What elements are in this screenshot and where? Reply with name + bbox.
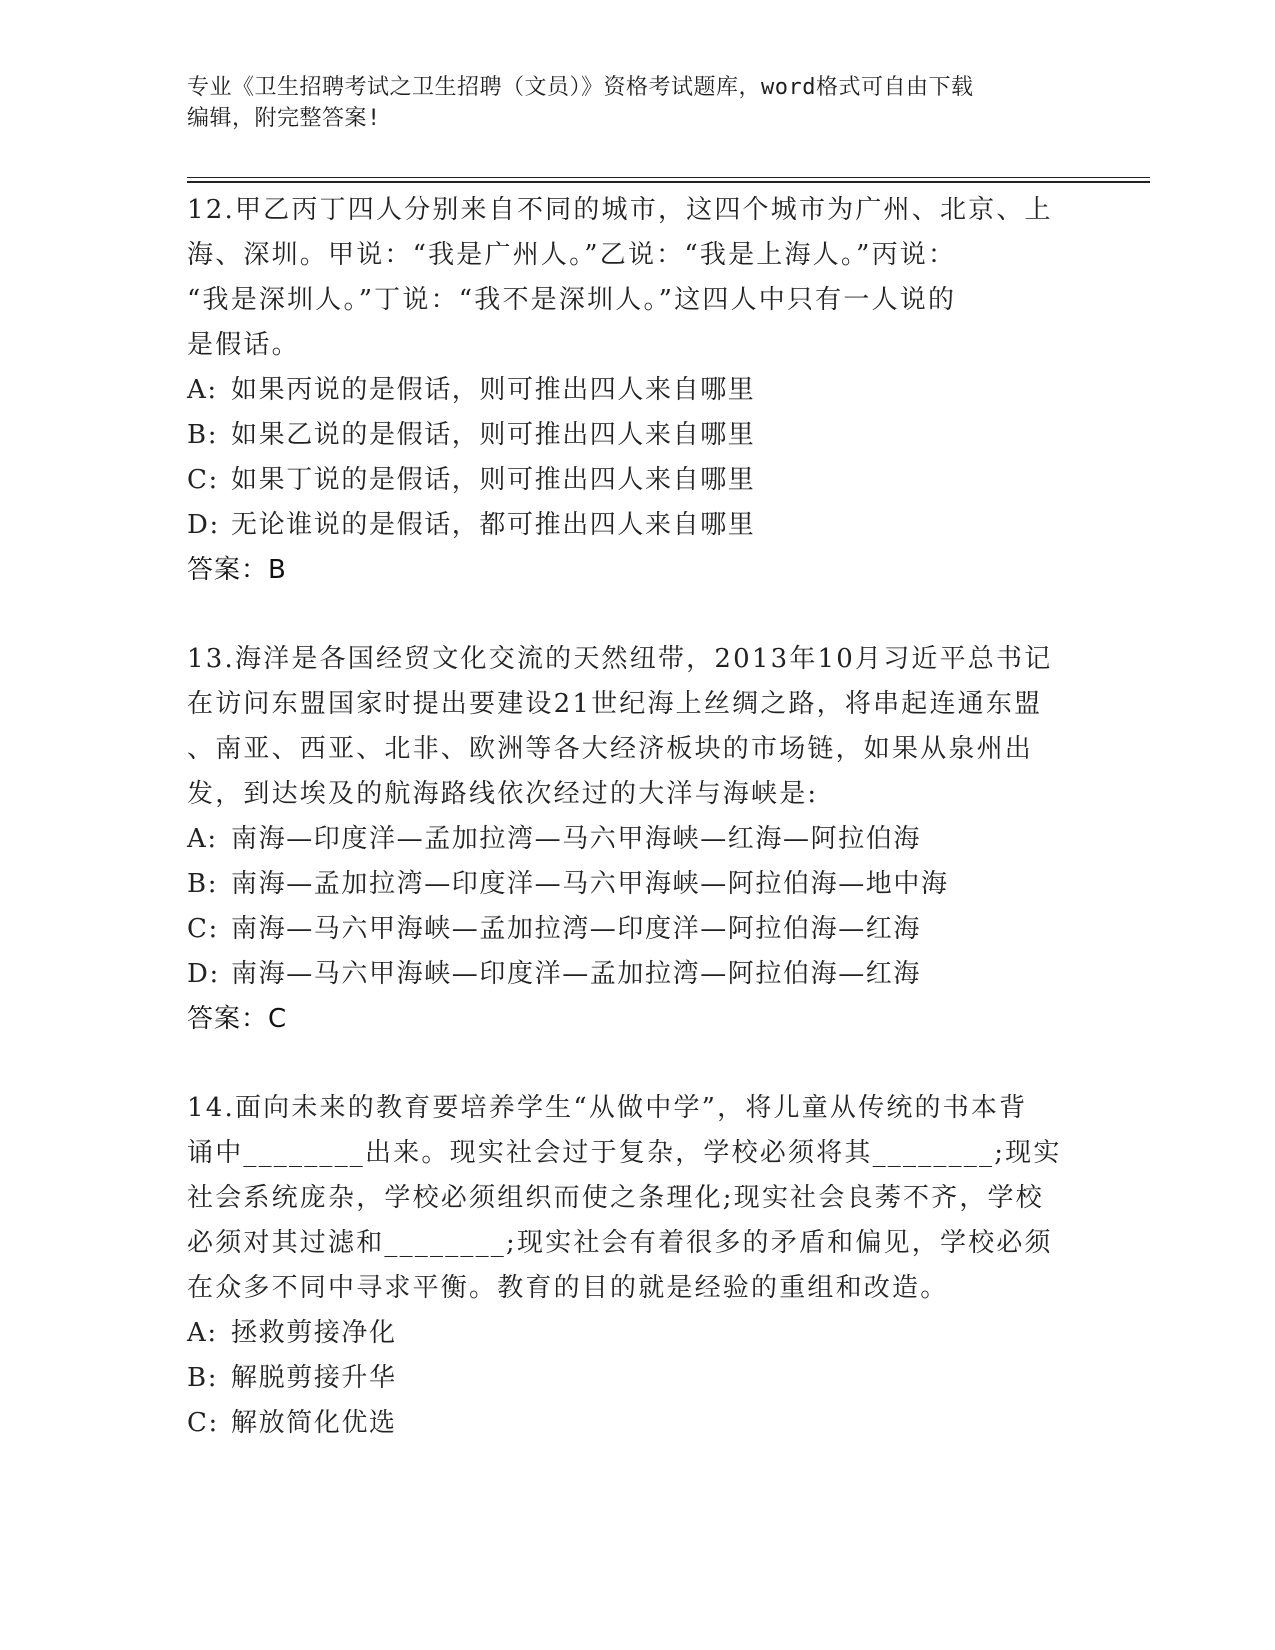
question-stem-line: 14.面向未来的教育要培养学生“从做中学”，将儿童从传统的书本背 <box>187 1093 1028 1123</box>
option-text: 南海—孟加拉湾—印度洋—马六甲海峡—阿拉伯海—地中海 <box>231 869 949 899</box>
option-a <box>187 368 1087 413</box>
option-text: 如果丙说的是假话，则可推出四人来自哪里 <box>231 375 756 405</box>
page-header <box>187 72 1067 134</box>
option-a <box>187 1311 1087 1356</box>
question-12 <box>187 188 1087 593</box>
header-line-1: 专业《卫生招聘考试之卫生招聘（文员）》资格考试题库，word格式可自由下载 <box>187 75 974 100</box>
option-text: 如果丁说的是假话，则可推出四人来自哪里 <box>231 465 756 495</box>
option-label: D: <box>187 959 220 989</box>
question-stem-line: 必须对其过滤和________;现实社会有着很多的矛盾和偏见，学校必须 <box>187 1228 1053 1258</box>
option-label: C: <box>187 1408 219 1438</box>
option-label: C: <box>187 465 219 495</box>
option-text: 无论谁说的是假话，都可推出四人来自哪里 <box>231 510 756 540</box>
question-stem-line: 、南亚、西亚、北非、欧洲等各大经济板块的市场链，如果从泉州出 <box>187 734 1034 764</box>
question-list <box>187 188 1087 1446</box>
question-stem-line: 发，到达埃及的航海路线依次经过的大洋与海峡是: <box>187 779 819 809</box>
answer-line: 答案：C <box>187 1004 288 1034</box>
question-stem-line: 海、深圳。甲说：“我是广州人。”乙说：“我是上海人。”丙说： <box>187 240 957 270</box>
option-c <box>187 907 1087 952</box>
question-stem-line: 是假话。 <box>187 330 300 360</box>
question-14 <box>187 1086 1087 1446</box>
header-line-2: 编辑，附完整答案! <box>187 106 381 131</box>
option-text: 南海—印度洋—孟加拉湾—马六甲海峡—红海—阿拉伯海 <box>231 824 922 854</box>
question-stem-line: 社会系统庞杂，学校必须组织而使之条理化;现实社会良莠不齐，学校 <box>187 1183 1044 1213</box>
question-stem-line: “我是深圳人。”丁说：“我不是深圳人。”这四人中只有一人说的 <box>187 285 957 315</box>
option-label: B: <box>187 1363 219 1393</box>
option-text: 解脱剪接升华 <box>231 1363 397 1393</box>
question-spacer <box>187 1042 1087 1086</box>
option-b <box>187 413 1087 458</box>
option-label: B: <box>187 420 219 450</box>
option-label: A: <box>187 375 218 405</box>
option-b <box>187 1356 1087 1401</box>
question-stem-line: 12.甲乙丙丁四人分别来自不同的城市，这四个城市为广州、北京、上 <box>187 195 1053 225</box>
option-text: 南海—马六甲海峡—孟加拉湾—印度洋—阿拉伯海—红海 <box>231 914 922 944</box>
answer-line: 答案：B <box>187 555 287 585</box>
option-text: 拯救剪接净化 <box>231 1318 397 1348</box>
question-stem-line: 诵中________出来。现实社会过于复杂，学校必须将其________;现实 <box>187 1138 1062 1168</box>
option-label: A: <box>187 1318 218 1348</box>
option-text: 解放简化优选 <box>231 1408 397 1438</box>
option-b <box>187 862 1087 907</box>
header-divider-thin <box>187 177 1150 178</box>
option-label: C: <box>187 914 219 944</box>
option-text: 如果乙说的是假话，则可推出四人来自哪里 <box>231 420 756 450</box>
question-spacer <box>187 593 1087 637</box>
option-c <box>187 458 1087 503</box>
option-label: B: <box>187 869 219 899</box>
option-d <box>187 503 1087 548</box>
option-label: D: <box>187 510 220 540</box>
header-divider-thick <box>187 181 1150 183</box>
option-d <box>187 952 1087 997</box>
option-a <box>187 817 1087 862</box>
option-c <box>187 1401 1087 1446</box>
option-text: 南海—马六甲海峡—印度洋—孟加拉湾—阿拉伯海—红海 <box>231 959 922 989</box>
option-label: A: <box>187 824 218 854</box>
question-13 <box>187 637 1087 1042</box>
question-stem-line: 在访问东盟国家时提出要建设21世纪海上丝绸之路，将串起连通东盟 <box>187 689 1043 719</box>
question-stem-line: 13.海洋是各国经贸文化交流的天然纽带，2013年10月习近平总书记 <box>187 644 1053 674</box>
question-stem-line: 在众多不同中寻求平衡。教育的目的就是经验的重组和改造。 <box>187 1273 949 1303</box>
